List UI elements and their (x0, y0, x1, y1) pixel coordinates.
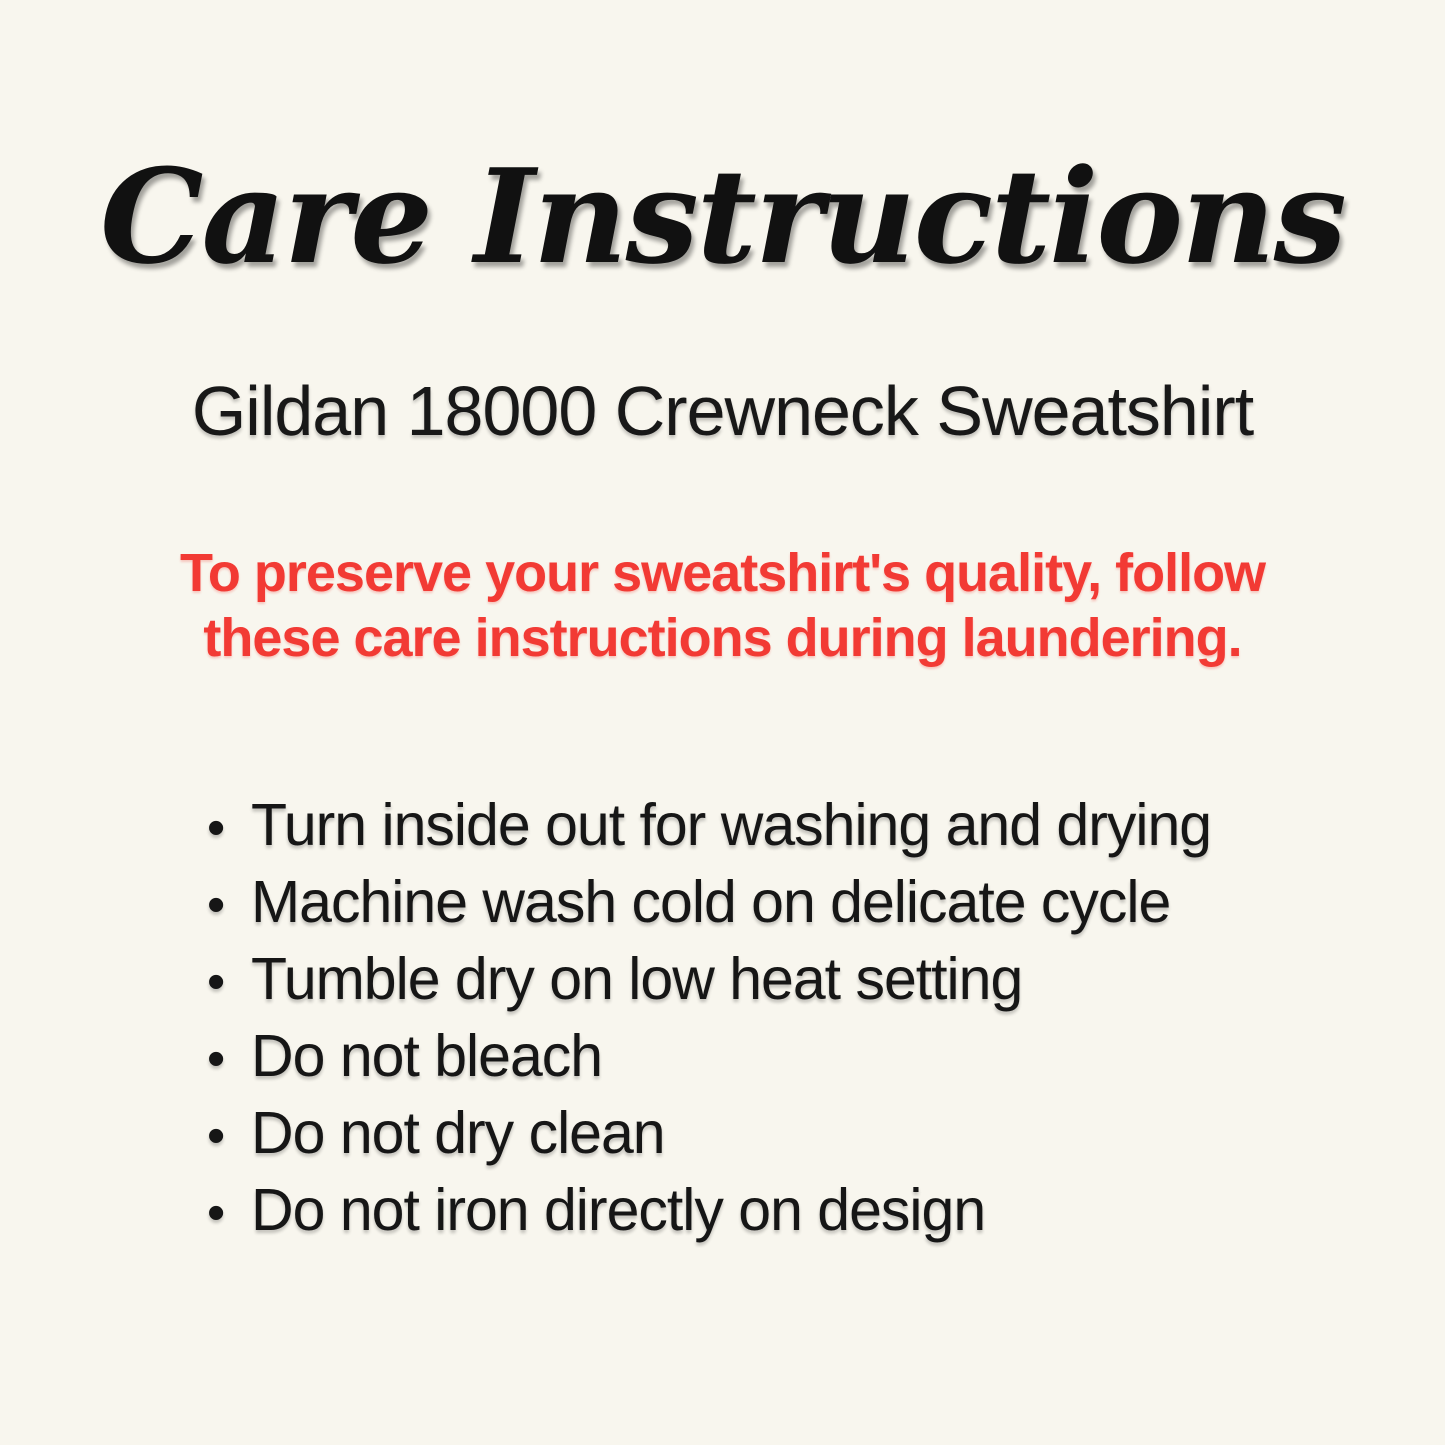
list-item (207, 942, 1211, 1019)
list-item-text: Turn inside out for washing and drying (251, 792, 1212, 858)
care-notice-line-2: these care instructions during laundering. (203, 607, 1242, 668)
product-subtitle: Gildan 18000 Crewneck Sweatshirt (191, 372, 1254, 450)
care-instructions-list (207, 788, 1211, 1250)
list-item-text: Do not dry clean (251, 1100, 665, 1166)
list-item-text: Do not iron directly on design (251, 1177, 986, 1243)
bullet-icon: • (207, 1030, 225, 1088)
list-item (207, 1019, 1211, 1096)
bullet-icon: • (207, 876, 225, 934)
list-item-text: Tumble dry on low heat setting (251, 946, 1023, 1012)
page-title: Care Instructions (100, 140, 1345, 293)
care-notice (0, 541, 1445, 671)
bullet-icon: • (207, 799, 225, 857)
bullet-icon: • (207, 953, 225, 1011)
list-item (207, 1173, 1211, 1250)
list-item-text: Do not bleach (251, 1023, 603, 1089)
bullet-icon: • (207, 1184, 225, 1242)
bullet-icon: • (207, 1107, 225, 1165)
list-item-text: Machine wash cold on delicate cycle (251, 869, 1171, 935)
care-notice-line-1: To preserve your sweatshirt's quality, follow (179, 543, 1266, 603)
list-item (207, 788, 1211, 865)
list-item (207, 865, 1211, 942)
list-item (207, 1096, 1211, 1173)
